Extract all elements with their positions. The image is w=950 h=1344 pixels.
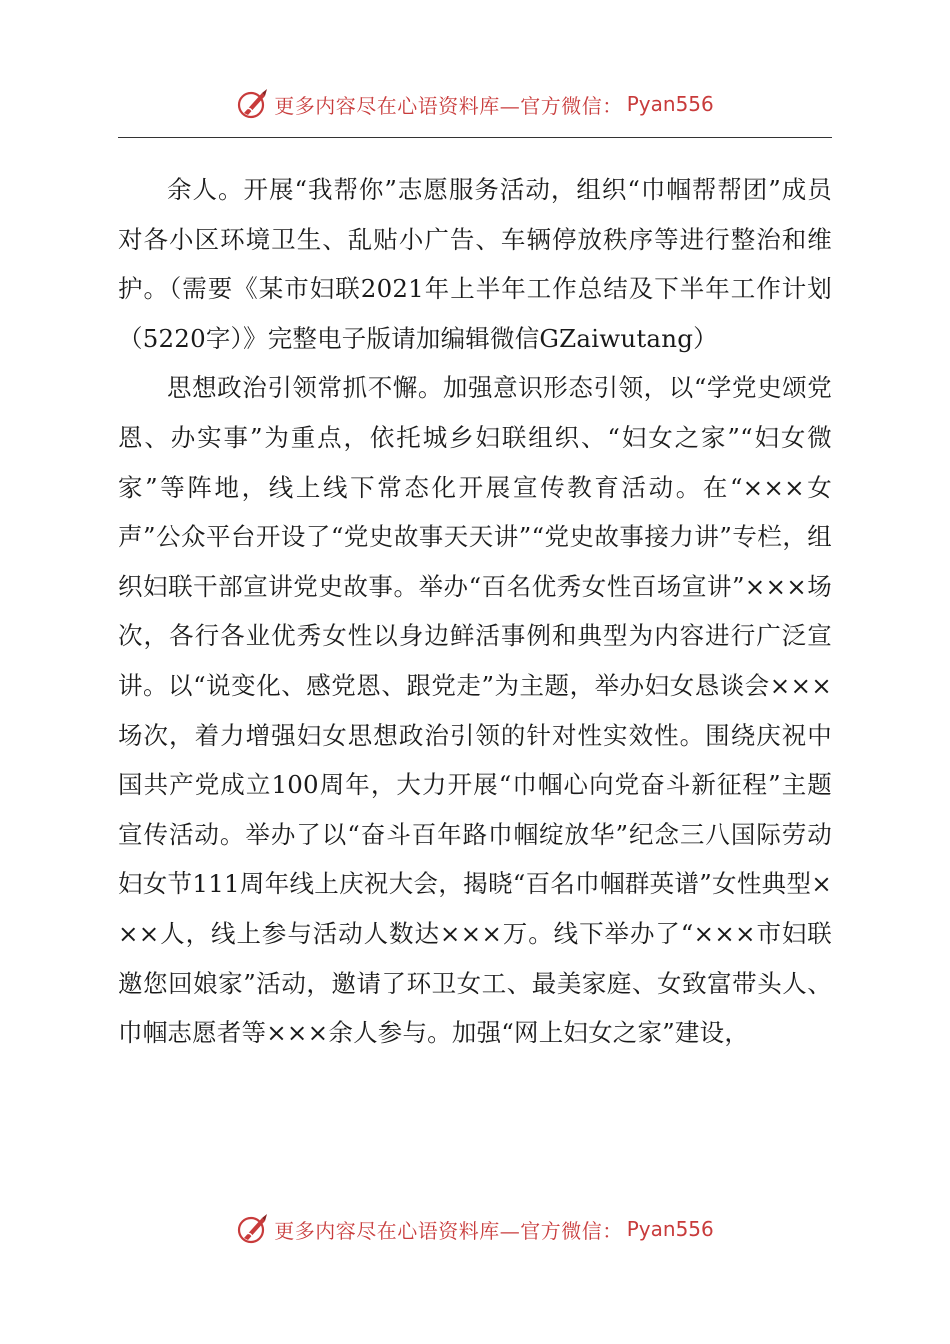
quill-logo-icon: [236, 87, 270, 121]
header-banner-text: 更多内容尽在心语资料库—官方微信：: [274, 93, 623, 118]
quill-logo-icon: [236, 1212, 270, 1246]
header-divider: [118, 137, 832, 138]
footer-banner: [0, 1209, 950, 1249]
header-banner-wechat-id: Pyan556: [626, 92, 714, 116]
footer-banner-wechat-id: Pyan556: [626, 1217, 714, 1241]
footer-banner-text: 更多内容尽在心语资料库—官方微信：: [274, 1218, 623, 1243]
document-body: [118, 165, 832, 1058]
paragraph-continued: 余人。开展“我帮你”志愿服务活动，组织“巾帼帮帮团”成员对各小区环境卫生、乱贴小广告、车辆停放秩序等进行整治和维护。（需要《某市妇联2021年上半年工作总结及下半年工作计划（5220字）》完整电子版请加编辑微信GZaiwutang）: [118, 175, 832, 353]
paragraph-ideological-guidance: 思想政治引领常抓不懈。加强意识形态引领，以“学党史颂党恩、办实事”为重点，依托城乡妇联组织、“妇女之家”“妇女微家”等阵地，线上线下常态化开展宣传教育活动。在“×××女声”公众平台开设了“党史故事天天讲”“党史故事接力讲”专栏，组织妇联干部宣讲党史故事。举办“百名优秀女性百场宣讲”×××场次，各行各业优秀女性以身边鲜活事例和典型为内容进行广泛宣讲。以“说变化、感党恩、跟党走”为主题，举办妇女恳谈会×××场次，着力增强妇女思想政治引领的针对性实效性。围绕庆祝中国共产党成立100周年，大力开展“巾帼心向党奋斗新征程”主题宣传活动。举办了以“奋斗百年路巾帼绽放华”纪念三八国际劳动妇女节111周年线上庆祝大会，揭晓“百名巾帼群英谱”女性典型×××人，线上参与活动人数达×××万。线下举办了“×××市妇联邀您回娘家”活动，邀请了环卫女工、最美家庭、女致富带头人、巾帼志愿者等×××余人参与。加强“网上妇女之家”建设，: [118, 373, 832, 1048]
header-banner: [0, 84, 950, 124]
